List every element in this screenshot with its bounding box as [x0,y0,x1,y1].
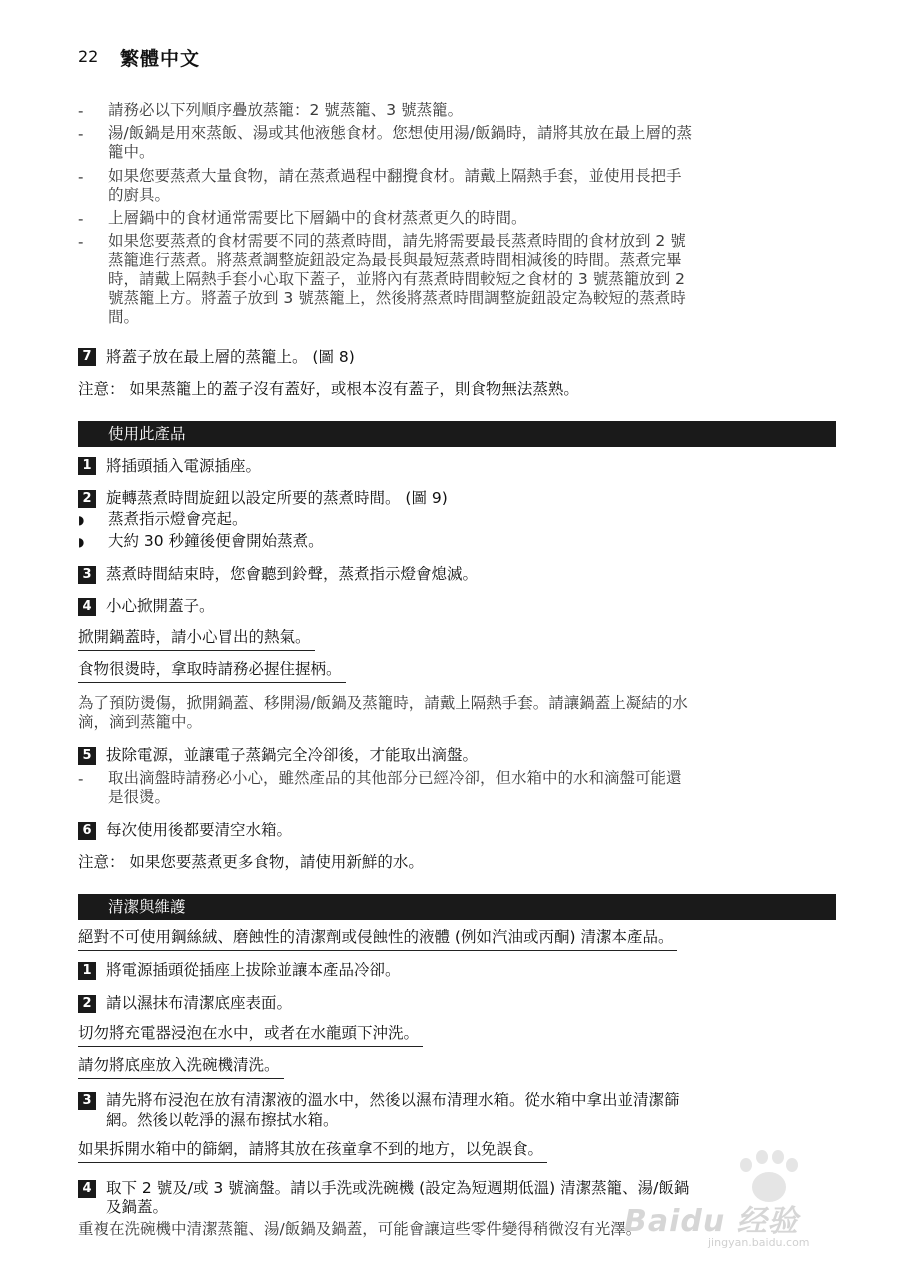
caution-text: 為了預防燙傷，掀開鍋蓋、移開湯/飯鍋及蒸籠時，請戴上隔熱手套。請讓鍋蓋上凝結的水 [78,694,688,712]
warning-text: 絕對不可使用鋼絲絨、磨蝕性的清潔劑或侵蝕性的液體 (例如汽油或丙酮) 清潔本產品。 [78,928,677,951]
caution-text: 滴，滴到蒸籠中。 [78,713,203,731]
step-number-badge: 4 [78,598,96,616]
bullet-text: 的廚具。 [108,186,171,204]
step-number-badge: 5 [78,747,96,765]
warning-text: 請勿將底座放入洗碗機清洗。 [78,1056,284,1079]
bullet-dash: - [78,210,84,228]
step-text: 請先將布浸泡在放有清潔液的溫水中，然後以濕布清理水箱。從水箱中拿出並清潔篩 [106,1091,680,1109]
result-text: 大約 30 秒鐘後便會開始蒸煮。 [108,532,324,550]
warning-text: 食物很燙時，拿取時請務必握住握柄。 [78,660,346,683]
bullet-dash: - [78,233,84,251]
bullet-text: 間。 [108,308,140,326]
bullet-dash: - [78,102,84,120]
baidu-watermark [618,1150,868,1260]
step-number-badge: 3 [78,566,96,584]
step-text: 拔除電源，並讓電子蒸鍋完全冷卻後，才能取出滴盤。 [106,746,479,764]
bullet-text: 重複在洗碗機中清潔蒸籠、湯/飯鍋及鍋蓋，可能會讓這些零件變得稍微沒有光澤。 [78,1220,642,1238]
section-header-use [78,421,836,447]
bullet-text: 取出滴盤時請務必小心，雖然產品的其他部分已經冷卻，但水箱中的水和滴盤可能還 [108,769,682,787]
result-arrow-icon: ◗ [78,535,85,549]
section-header-clean [78,894,836,920]
step-text: 將電源插頭從插座上拔除並讓本產品冷卻。 [106,961,401,979]
step-number-badge: 6 [78,822,96,840]
result-text: 蒸煮指示燈會亮起。 [108,510,248,528]
warning-text: 如果拆開水箱中的篩網，請將其放在孩童拿不到的地方，以免誤食。 [78,1140,547,1163]
step-text: 請以濕抹布清潔底座表面。 [106,994,293,1012]
step-text: 每次使用後都要清空水箱。 [106,821,293,839]
section-title: 清潔與維護 [108,898,186,916]
watermark-logo: Baidu 经验 [624,1204,799,1239]
step-number-badge: 4 [78,1180,96,1198]
note: 注意： 如果您要蒸煮更多食物，請使用新鮮的水。 [78,853,424,871]
bullet-dash: - [78,125,84,143]
bullet-text: 蒸籠進行蒸煮。將蒸煮調整旋鈕設定為最長與最短蒸煮時間相減後的時間。蒸煮完畢 [108,251,682,269]
step-number-badge: 1 [78,457,96,475]
watermark-url: jingyan.baidu.com [708,1236,810,1249]
step-text: 及鍋蓋。 [106,1198,169,1216]
page-number: 22 [78,47,99,66]
step-text: 將蓋子放在最上層的蒸籠上。 (圖 8) [106,348,355,366]
step-number-badge: 2 [78,490,96,508]
step-text: 旋轉蒸煮時間旋鈕以設定所要的蒸煮時間。 (圖 9) [106,489,448,507]
bullet-dash: - [78,770,84,788]
section-title: 使用此產品 [108,425,186,443]
bullet-text: 上層鍋中的食材通常需要比下層鍋中的食材蒸煮更久的時間。 [108,209,527,227]
step-text: 小心掀開蓋子。 [106,597,215,615]
bullet-text: 是很燙。 [108,788,171,806]
step-number-badge: 3 [78,1092,96,1110]
warning-text: 掀開鍋蓋時，請小心冒出的熱氣。 [78,628,315,651]
bullet-text: 時，請戴上隔熱手套小心取下蓋子，並將內有蒸煮時間較短之食材的 3 號蒸籠放到 2 [108,270,686,288]
bullet-text: 如果您要蒸煮的食材需要不同的蒸煮時間，請先將需要最長蒸煮時間的食材放到 2 號 [108,232,686,250]
step-text: 蒸煮時間結束時，您會聽到鈴聲，蒸煮指示燈會熄滅。 [106,565,479,583]
step-number-badge: 7 [78,348,96,366]
bullet-text: 號蒸籠上方。將蓋子放到 3 號蒸籠上，然後將蒸煮時間調整旋鈕設定為較短的蒸煮時 [108,289,686,307]
bullet-text: 請務必以下列順序疊放蒸籠：2 號蒸籠、3 號蒸籠。 [108,101,464,119]
bullet-dash: - [78,168,84,186]
step-text: 將插頭插入電源插座。 [106,457,262,475]
page-language-title: 繁體中文 [120,48,201,70]
bullet-text: 湯/飯鍋是用來蒸飯、湯或其他液態食材。您想使用湯/飯鍋時，請將其放在最上層的蒸 [108,124,692,142]
step-text: 網。然後以乾淨的濕布擦拭水箱。 [106,1111,339,1129]
bullet-text: 如果您要蒸煮大量食物，請在蒸煮過程中翻攪食材。請戴上隔熱手套，並使用長把手 [108,167,682,185]
step-number-badge: 1 [78,962,96,980]
bullet-text: 籠中。 [108,143,155,161]
note: 注意： 如果蒸籠上的蓋子沒有蓋好，或根本沒有蓋子，則食物無法蒸熟。 [78,380,579,398]
step-number-badge: 2 [78,995,96,1013]
step-text: 取下 2 號及/或 3 號滴盤。請以手洗或洗碗機 (設定為短週期低溫) 清潔蒸籠、湯/飯鍋 [106,1179,690,1197]
warning-text: 切勿將充電器浸泡在水中，或者在水龍頭下沖洗。 [78,1024,423,1047]
result-arrow-icon: ◗ [78,513,85,527]
